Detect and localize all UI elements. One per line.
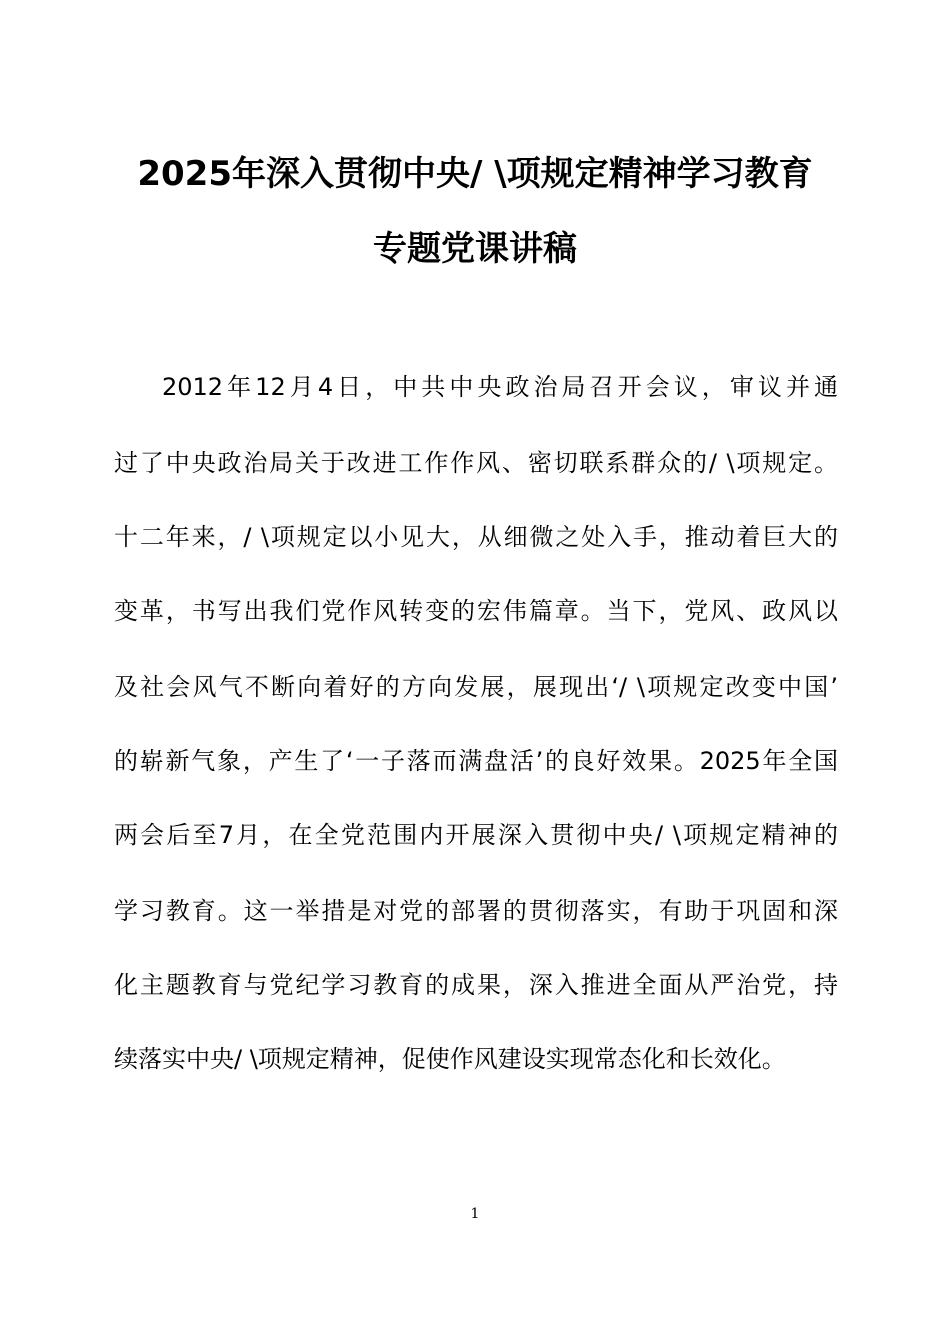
document-title-line-1: 2025年深入贯彻中央/ \项规定精神学习教育 xyxy=(137,154,813,194)
paragraph-line-9: 化主题教育与党纪学习教育的成果，深入推进全面从严治党，持 xyxy=(114,971,838,999)
paragraph-line-1: 2012年12月4日，中共中央政治局召开会议，审议并通 xyxy=(162,373,838,401)
paragraph-line-3: 十二年来，/ \项规定以小见大，从细微之处入手，推动着巨大的 xyxy=(114,523,838,551)
paragraph-line-5: 及社会风气不断向着好的方向发展，展现出‘/ \项规定改变中国’ xyxy=(114,673,838,701)
paragraph-line-8: 学习教育。这一举措是对党的部署的贯彻落实，有助于巩固和深 xyxy=(114,897,838,925)
paragraph-line-4: 变革，书写出我们党作风转变的宏伟篇章。当下，党风、政风以 xyxy=(114,597,838,625)
paragraph-line-7: 两会后至7月，在全党范围内开展深入贯彻中央/ \项规定精神的 xyxy=(114,821,838,849)
paragraph-line-6: 的崭新气象，产生了‘一子落而满盘活’的良好效果。2025年全国 xyxy=(114,747,838,775)
document-title-line-2: 专题党课讲稿 xyxy=(373,229,577,269)
paragraph-line-2: 过了中央政治局关于改进工作作风、密切联系群众的/ \项规定。 xyxy=(114,449,838,477)
paragraph-line-10: 续落实中央/ \项规定精神，促使作风建设实现常态化和长效化。 xyxy=(114,1045,786,1073)
page-number: 1 xyxy=(470,1206,480,1222)
